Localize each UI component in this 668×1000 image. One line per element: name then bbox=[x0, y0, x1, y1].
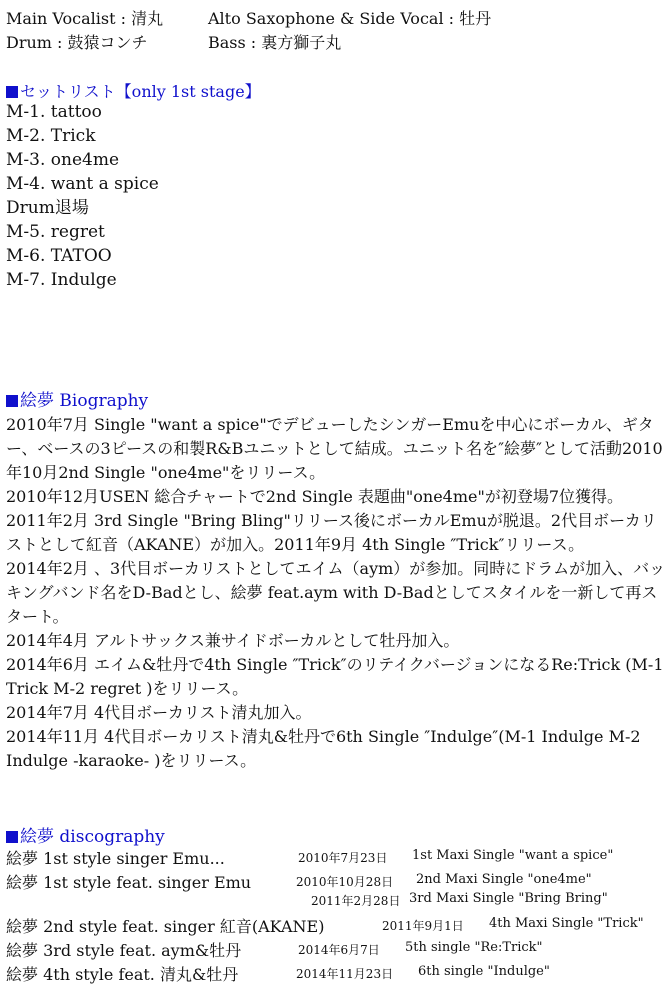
release-date: 2011年2月28日 bbox=[311, 894, 401, 908]
release-title: 1st Maxi Single "want a spice" bbox=[412, 848, 614, 863]
setlist-item: M-7. Indulge bbox=[6, 270, 117, 290]
square-bullet-icon bbox=[6, 395, 18, 407]
setlist-item: M-1. tattoo bbox=[6, 102, 102, 122]
biography-paragraph: 2014年4月 アルトサックス兼サイドボーカルとして牡丹加入。 bbox=[6, 631, 460, 650]
release-date: 2010年10月28日 bbox=[296, 875, 394, 889]
setlist-items bbox=[6, 100, 159, 292]
release-date: 2014年11月23日 bbox=[296, 967, 394, 981]
release-title: 4th Maxi Single "Trick" bbox=[489, 916, 644, 931]
biography-paragraph: 2014年7月 4代目ボーカリスト清丸加入。 bbox=[6, 703, 312, 722]
release-date: 2010年7月23日 bbox=[298, 851, 388, 865]
release-date: 2011年9月1日 bbox=[382, 919, 464, 933]
discography-heading: 絵夢 discography bbox=[6, 822, 165, 847]
member-drum: Drum : 鼓猿コンチ bbox=[6, 33, 148, 52]
biography-paragraph: 2010年7月 Single "want a spice"でデビューしたシンガーEmuを中心にボーカル、ギター、ベースの3ピースの和製R&Bユニットとして結成。ユニット名を″絵夢″として活動2010年10月2nd Single "one4me"をリリース。 bbox=[6, 415, 663, 482]
setlist-item: M-6. TATOO bbox=[6, 246, 112, 266]
biography-paragraph: 2010年12月USEN 総合チャートで2nd Single 表題曲"one4me"が初登場7位獲得。 bbox=[6, 487, 624, 506]
setlist-item: M-4. want a spice bbox=[6, 174, 159, 194]
biography-paragraph: 2011年2月 3rd Single "Bring Bling"リリース後にボーカルEmuが脱退。2代目ボーカリストとして紅音（AKANE）が加入。2011年9月 4th Single ″Trick″リリース。 bbox=[6, 511, 657, 554]
release-title: 6th single "Indulge" bbox=[418, 964, 550, 979]
square-bullet-icon bbox=[6, 831, 18, 843]
release-title: 3rd Maxi Single "Bring Bring" bbox=[409, 891, 608, 906]
setlist-item: Drum退場 bbox=[6, 198, 89, 218]
member-alto-sax: Alto Saxophone & Side Vocal : 牡丹 bbox=[208, 9, 492, 28]
member-main-vocalist: Main Vocalist : 清丸 bbox=[6, 9, 164, 28]
biography-paragraph: 2014年6月 エイム&牡丹で4th Single ″Trick″のリテイクバージョンになるRe:Trick (M-1 Trick M-2 regret )をリリース。 bbox=[6, 655, 664, 698]
release-title: 2nd Maxi Single "one4me" bbox=[416, 872, 592, 887]
member-bass: Bass : 裏方獅子丸 bbox=[208, 33, 342, 52]
setlist-item: M-3. one4me bbox=[6, 150, 120, 170]
release-title: 5th single "Re:Trick" bbox=[405, 940, 543, 955]
discography-title: 絵夢 4th style feat. 清丸&牡丹 bbox=[6, 965, 239, 984]
setlist-item: M-5. regret bbox=[6, 222, 105, 242]
square-bullet-icon bbox=[6, 86, 18, 98]
biography-heading: 絵夢 Biography bbox=[6, 389, 666, 413]
setlist-heading: セットリスト【only 1st stage】 bbox=[6, 79, 261, 102]
discography-title: 絵夢 2nd style feat. singer 紅音(AKANE) bbox=[6, 917, 325, 936]
discography-title: 絵夢 1st style feat. singer Emu bbox=[6, 873, 252, 892]
biography-paragraph: 2014年2月 、3代目ボーカリストとしてエイム（aym）が参加。同時にドラムが加入、バッキングバンド名をD-Badとし、絵夢 feat.aym with D-Badとしてスタイルを一新して再スタート。 bbox=[6, 559, 666, 626]
release-date: 2014年6月7日 bbox=[298, 943, 380, 957]
discography-title: 絵夢 1st style singer Emu... bbox=[6, 849, 225, 868]
biography-section bbox=[6, 389, 666, 773]
discography-title: 絵夢 3rd style feat. aym&牡丹 bbox=[6, 941, 242, 960]
setlist-item: M-2. Trick bbox=[6, 126, 96, 146]
biography-paragraph: 2014年11月 4代目ボーカリスト清丸&牡丹で6th Single ″Indulge″(M-1 Indulge M-2 Indulge -karaoke- )をリリース。 bbox=[6, 727, 641, 770]
